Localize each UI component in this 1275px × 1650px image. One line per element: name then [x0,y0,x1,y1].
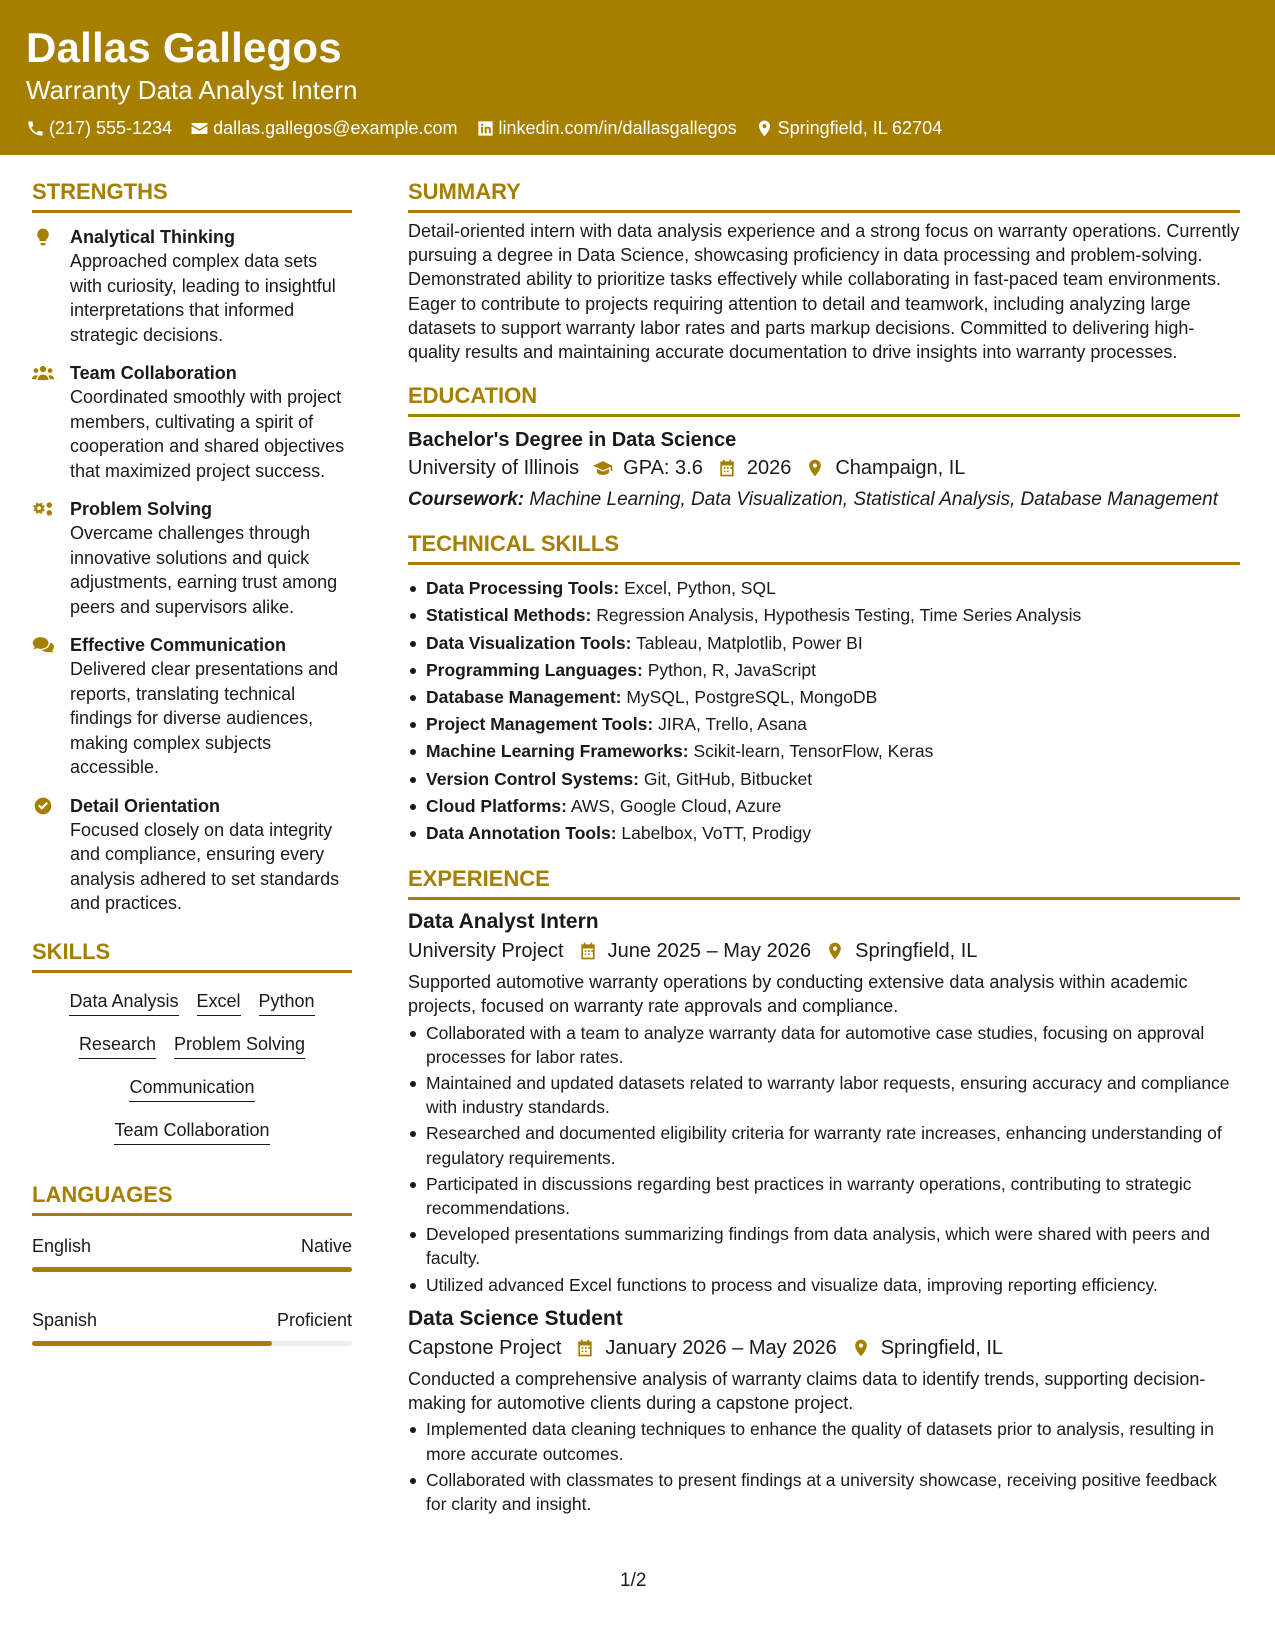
strength-title: Analytical Thinking [70,227,236,247]
coursework-text: Machine Learning, Data Visualization, Statistical Analysis, Database Management [529,489,1219,511]
skill-category: Programming Languages: [426,659,643,680]
strength-desc: Focused closely on data integrity and compliance, ensuring every analysis adhered to set standards and practices. [70,819,340,913]
linkedin-link[interactable]: linkedin.com/in/dallasgallegos [498,118,737,138]
strength-item [32,497,352,619]
list-item [408,602,1240,629]
education-degree: Bachelor's Degree in Data Science [408,429,737,452]
skill-tag: Communication [129,1075,254,1102]
list-item [408,684,1240,711]
job-dates: June 2025 – May 2026 [607,940,812,963]
envelope-icon [190,119,209,138]
comments-icon [32,635,54,655]
job-dates: January 2026 – May 2026 [605,1336,837,1359]
strengths-list [32,225,352,916]
technical-skills-list [408,575,1240,847]
skill-tag: Research [79,1032,156,1059]
skills-heading: SKILLS [32,938,352,973]
job-org: Capstone Project [408,1336,562,1359]
calendar-icon [575,1338,595,1358]
linkedin-icon [476,119,495,138]
list-item: Developed presentations summarizing findings from data analysis, which were shared with peers and faculty. [408,1222,1240,1270]
skill-tag: Team Collaboration [114,1118,269,1145]
phone-icon [26,119,45,138]
education-school: University of Illinois [408,457,580,480]
job-org: University Project [408,940,564,963]
education-coursework [408,487,1240,512]
education-heading: EDUCATION [408,382,1240,417]
skill-category: Machine Learning Frameworks: [426,741,689,762]
location-text: Springfield, IL 62704 [777,118,943,138]
contact-email[interactable] [190,116,457,140]
list-item [408,766,1240,793]
list-item [408,575,1240,602]
list-item: Researched and documented eligibility criteria for warranty rate increases, enhancing understanding of regulatory requirements. [408,1121,1240,1169]
strength-title: Team Collaboration [70,363,237,383]
job-meta [408,1333,1240,1363]
skill-category: Data Visualization Tools: [426,632,632,653]
language-proficiency-fill [32,1267,352,1272]
strength-desc: Approached complex data sets with curiosity, leading to insightful interpretations that informed strategic decisions. [70,251,336,345]
job-bullets [408,1021,1240,1297]
list-item [408,820,1240,847]
job-location: Springfield, IL [855,940,978,963]
job-location: Springfield, IL [880,1336,1003,1359]
language-level: Native [300,1235,352,1256]
job-description: Conducted a comprehensive analysis of warranty claims data to identify trends, supporting decision-making for automotive clients during a capstone project. [408,1368,1206,1414]
summary-text: Detail-oriented intern with data analysis experience and a strong focus on warranty operations. Currently pursuing a degree in Data Science, showcasing proficiency in data processing and problem-solving. Demonstrated ability to prioritize tasks effectively while collaborating in fast-paced team environments. Eager to contribute to projects requiring attention to detail and teamwork, including analyzing large datasets to support warranty labor rates and parts markup decisions. Committed to delivering high-quality results and maintaining accurate documentation to drive insights into warranty processes. [408,221,1240,363]
skill-values: JIRA, Trello, Asana [658,714,807,735]
list-item: Collaborated with classmates to present findings at a university showcase, receiving positive feedback for clarity and insight. [408,1468,1240,1516]
skill-values: MySQL, PostgreSQL, MongoDB [626,687,878,708]
skill-tag: Python [259,989,315,1016]
calendar-icon [717,458,737,478]
gears-icon [32,499,54,519]
phone-text: (217) 555-1234 [49,118,173,138]
skill-category: Cloud Platforms: [426,795,567,816]
contact-location [755,116,942,140]
skills-list [32,989,352,1145]
coursework-label: Coursework: [408,489,525,511]
resume-header [0,0,1275,155]
list-item: Collaborated with a team to analyze warranty data for automotive case studies, focusing on approval processes for labor rates. [408,1021,1240,1069]
education-gpa: GPA: 3.6 [623,457,703,480]
skill-values: AWS, Google Cloud, Azure [570,795,782,816]
list-item: Utilized advanced Excel functions to process and visualize data, improving reporting efficiency. [408,1273,1240,1297]
skill-tag: Data Analysis [69,989,178,1016]
check-circle-icon [32,796,54,816]
technical-skills-heading: TECHNICAL SKILLS [408,530,1240,565]
list-item: Maintained and updated datasets related to warranty labor requests, ensuring accuracy and compliance with industry standards. [408,1071,1240,1119]
left-column [32,178,352,1382]
list-item [408,657,1240,684]
language-item [32,1308,352,1346]
skill-category: Project Management Tools: [426,714,654,735]
map-pin-icon [825,941,845,961]
strength-desc: Overcame challenges through innovative solutions and quick adjustments, earning trust among peers and supervisors alike. [70,523,338,617]
skill-tag: Excel [197,989,241,1016]
skill-category: Version Control Systems: [426,768,639,789]
language-name: Spanish [32,1309,98,1330]
candidate-name: Dallas Gallegos [26,24,342,71]
lightbulb-icon [32,227,54,247]
map-pin-icon [755,119,774,138]
list-item [408,738,1240,765]
map-pin-icon [851,1338,871,1358]
skill-values: Git, GitHub, Bitbucket [643,768,813,789]
contact-phone [26,116,172,140]
language-item [32,1234,352,1272]
language-proficiency-bar [32,1341,352,1346]
skill-category: Data Processing Tools: [426,578,620,599]
languages-list [32,1234,352,1346]
list-item [408,793,1240,820]
job-bullets [408,1417,1240,1516]
skill-category: Statistical Methods: [426,605,592,626]
list-item: Implemented data cleaning techniques to enhance the quality of datasets prior to analysis, resulting in more accurate outcomes. [408,1417,1240,1465]
map-pin-icon [805,458,825,478]
right-column [408,178,1240,1518]
education-location: Champaign, IL [835,457,966,480]
job-description: Supported automotive warranty operations by conducting extensive data analysis within academic projects, focused on warranty rate approvals and compliance. [408,972,1188,1017]
list-item [408,630,1240,657]
strength-desc: Coordinated smoothly with project members, cultivating a spirit of cooperation and shared objectives that maximized project success. [70,387,345,481]
skill-values: Labelbox, VoTT, Prodigy [621,823,812,844]
strength-item [32,794,352,916]
job-meta [408,936,1240,966]
language-proficiency-fill [32,1341,272,1346]
experience-entry [408,908,1240,1297]
education-year: 2026 [746,457,792,480]
contact-linkedin[interactable] [476,116,737,140]
calendar-icon [578,941,598,961]
candidate-title: Warranty Data Analyst Intern [26,75,358,105]
skill-values: Python, R, JavaScript [647,659,816,680]
strength-title: Effective Communication [70,635,287,655]
job-title: Data Analyst Intern [408,910,599,934]
language-name: English [32,1235,92,1256]
users-icon [32,363,54,383]
experience-heading: EXPERIENCE [408,865,1240,900]
contact-bar [26,116,1249,140]
strength-item [32,225,352,347]
job-title: Data Science Student [408,1306,623,1330]
strength-item [32,361,352,483]
language-level: Proficient [276,1309,352,1330]
skill-values: Tableau, Matplotlib, Power BI [636,632,863,653]
strengths-heading: STRENGTHS [32,178,352,213]
strength-desc: Delivered clear presentations and reports, translating technical findings for diverse audiences, making complex subjects accessible. [70,659,339,777]
languages-heading: LANGUAGES [32,1181,352,1216]
list-item: Participated in discussions regarding best practices in warranty operations, contributing to strategic recommendations. [408,1172,1240,1220]
skill-category: Data Annotation Tools: [426,823,617,844]
page-number: 1/2 [620,1570,647,1591]
skill-tag: Problem Solving [174,1032,305,1059]
strength-item [32,633,352,780]
language-proficiency-bar [32,1267,352,1272]
strength-title: Problem Solving [70,499,213,519]
skill-category: Database Management: [426,687,622,708]
strength-title: Detail Orientation [70,795,221,816]
skill-values: Regression Analysis, Hypothesis Testing, Time Series Analysis [596,605,1082,626]
graduation-cap-icon [593,458,613,478]
email-link[interactable]: dallas.gallegos@example.com [213,118,458,138]
skill-values: Scikit-learn, TensorFlow, Keras [693,741,934,762]
skill-values: Excel, Python, SQL [624,578,776,599]
summary-heading: SUMMARY [408,178,1240,213]
experience-entry [408,1305,1240,1516]
list-item [408,711,1240,738]
education-meta [408,453,1240,483]
